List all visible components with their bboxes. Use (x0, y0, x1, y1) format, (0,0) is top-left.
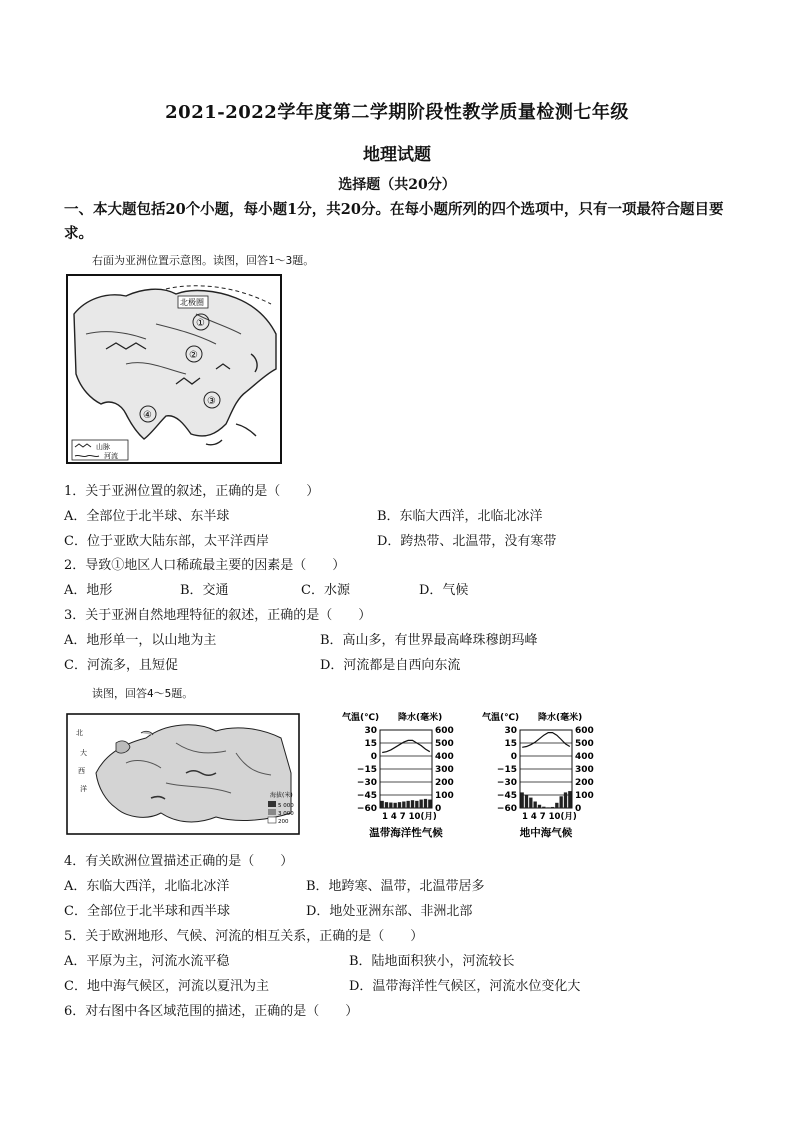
temp-axis-label: 气温(℃) (342, 713, 380, 723)
temp-tick-label: −60 (356, 804, 377, 814)
precip-bar (547, 807, 550, 808)
question-2: 2．导致①地区人口稀疏最主要的因素是（ ） (64, 558, 346, 573)
precip-bar (525, 795, 528, 808)
elevation-legend-5000: 5 000 (278, 803, 294, 809)
q4-option-c[interactable]: C．全部位于北半球和西半球 (64, 904, 230, 919)
instructions: 一、本大题包括20个小题，每小题1分，共20分。在每小题所列的四个选项中，只有一项最符合题目要求。 (64, 201, 724, 242)
temp-tick-label: −15 (496, 765, 517, 775)
q3-option-d[interactable]: D．河流都是自西向东流 (320, 658, 461, 673)
section-title: 选择题（共20分） (338, 177, 456, 193)
exam-title: 2021-2022学年度第二学期阶段性教学质量检测七年级 (165, 102, 629, 123)
precip-bar (424, 799, 427, 808)
question-3: 3．关于亚洲自然地理特征的叙述，正确的是（ ） (64, 608, 372, 623)
exam-subtitle: 地理试题 (363, 145, 431, 165)
precip-bar (394, 803, 397, 808)
q1-option-a[interactable]: A．全部位于北半球、东半球 (64, 509, 230, 524)
q3-option-c[interactable]: C．河流多，且短促 (64, 658, 178, 673)
precip-tick-label: 600 (435, 726, 454, 736)
precip-bar (402, 802, 405, 809)
precip-bar (538, 805, 541, 808)
precip-tick-label: 500 (435, 739, 454, 749)
precip-axis-label: 降水(毫米) (398, 713, 443, 723)
arctic-circle-label: 北极圈 (180, 298, 204, 307)
temp-tick-label: −45 (356, 791, 377, 801)
ocean-label-1: 北 (76, 729, 83, 737)
q5-option-b[interactable]: B．陆地面积狭小，河流较长 (349, 954, 515, 969)
precip-bar (534, 802, 537, 809)
precip-bar (420, 800, 423, 808)
elevation-legend-200: 200 (278, 819, 289, 825)
precip-tick-label: 100 (575, 791, 594, 801)
ocean-label-2: 大 (80, 749, 87, 757)
precip-bar (398, 802, 401, 808)
precip-tick-label: 200 (435, 778, 454, 788)
intro-2: 读图，回答4～5题。 (92, 687, 194, 700)
q2-option-b[interactable]: B．交通 (180, 583, 229, 598)
precip-bar (564, 792, 567, 808)
precip-bar (407, 801, 410, 808)
month-axis-label: 1 4 7 10(月) (382, 812, 437, 822)
precip-bar (415, 801, 418, 808)
q3-option-a[interactable]: A．地形单一，以山地为主 (64, 633, 217, 648)
precip-bar (542, 807, 545, 808)
temp-tick-label: 0 (370, 752, 377, 762)
map-label-1: ① (196, 318, 205, 329)
precip-tick-label: 600 (575, 726, 594, 736)
precip-bar (551, 807, 554, 808)
question-5: 5．关于欧洲地形、气候、河流的相互关系，正确的是（ ） (64, 929, 424, 944)
temp-tick-label: 0 (510, 752, 517, 762)
map-label-3: ③ (207, 396, 216, 407)
precip-tick-label: 400 (575, 752, 594, 762)
temp-tick-label: −30 (496, 778, 517, 788)
precip-tick-label: 200 (575, 778, 594, 788)
precip-tick-label: 100 (435, 791, 454, 801)
precip-tick-label: 500 (575, 739, 594, 749)
temp-tick-label: −15 (356, 765, 377, 775)
temp-tick-label: 15 (504, 739, 517, 749)
q5-option-d[interactable]: D．温带海洋性气候区，河流水位变化大 (349, 979, 581, 994)
elevation-legend-title: 海拔(米) (270, 792, 293, 799)
q1-option-d[interactable]: D．跨热带、北温带，没有寒带 (377, 534, 557, 549)
temp-tick-label: −45 (496, 791, 517, 801)
precip-bar (568, 791, 571, 808)
question-4: 4．有关欧洲位置描述正确的是（ ） (64, 854, 294, 869)
temperature-line (522, 733, 570, 748)
ocean-label-3: 西 (78, 767, 85, 775)
precip-bar (389, 803, 392, 808)
q2-option-a[interactable]: A．地形 (64, 583, 113, 598)
precip-bar (381, 801, 384, 808)
precip-axis-label: 降水(毫米) (538, 713, 583, 723)
q1-option-b[interactable]: B．东临大西洋，北临北冰洋 (377, 509, 543, 524)
precip-bar (428, 800, 431, 808)
precip-tick-label: 400 (435, 752, 454, 762)
europe-map (66, 713, 300, 835)
precip-bar (529, 798, 532, 808)
intro-1: 右面为亚洲位置示意图。读图，回答1～3题。 (92, 254, 315, 267)
precip-tick-label: 300 (435, 765, 454, 775)
map-label-4: ④ (143, 410, 152, 421)
climate-charts (340, 710, 620, 844)
temp-tick-label: −60 (496, 804, 517, 814)
precip-bar (560, 796, 563, 808)
q4-option-b[interactable]: B．地跨寒、温带，北温带居多 (306, 879, 485, 894)
asia-map (66, 274, 282, 464)
temp-tick-label: 30 (364, 726, 377, 736)
temp-tick-label: −30 (356, 778, 377, 788)
climate-type-label: 温带海洋性气候 (369, 827, 443, 839)
precip-tick-label: 0 (435, 804, 442, 814)
precip-tick-label: 300 (575, 765, 594, 775)
map-label-2: ② (189, 350, 198, 361)
elevation-legend-3000: 3 000 (278, 811, 294, 817)
q1-option-c[interactable]: C．位于亚欧大陆东部，太平洋西岸 (64, 534, 269, 549)
climate-type-label: 地中海气候 (519, 827, 573, 839)
legend-rivers: 河流 (104, 452, 118, 460)
q2-option-c[interactable]: C．水源 (301, 583, 350, 598)
q2-option-d[interactable]: D．气候 (419, 583, 469, 598)
temp-tick-label: 30 (504, 726, 517, 736)
precip-tick-label: 0 (575, 804, 582, 814)
month-axis-label: 1 4 7 10(月) (522, 812, 577, 822)
precip-bar (521, 792, 524, 808)
q4-option-a[interactable]: A．东临大西洋，北临北冰洋 (64, 879, 230, 894)
q5-option-c[interactable]: C．地中海气候区，河流以夏汛为主 (64, 979, 269, 994)
q5-option-a[interactable]: A．平原为主，河流水流平稳 (64, 954, 230, 969)
temp-tick-label: 15 (364, 739, 377, 749)
question-6: 6．对右图中各区域范围的描述，正确的是（ ） (64, 1004, 359, 1019)
legend-mountains: 山脉 (96, 443, 110, 451)
precip-bar (385, 802, 388, 808)
q4-option-d[interactable]: D．地处亚洲东部、非洲北部 (306, 904, 473, 919)
temperature-line (382, 740, 430, 752)
ocean-label-4: 洋 (80, 785, 87, 793)
temp-axis-label: 气温(℃) (482, 713, 520, 723)
question-1: 1．关于亚洲位置的叙述，正确的是（ ） (64, 484, 320, 499)
q3-option-b[interactable]: B．高山多，有世界最高峰珠穆朗玛峰 (320, 633, 538, 648)
precip-bar (411, 800, 414, 808)
precip-bar (555, 803, 558, 808)
